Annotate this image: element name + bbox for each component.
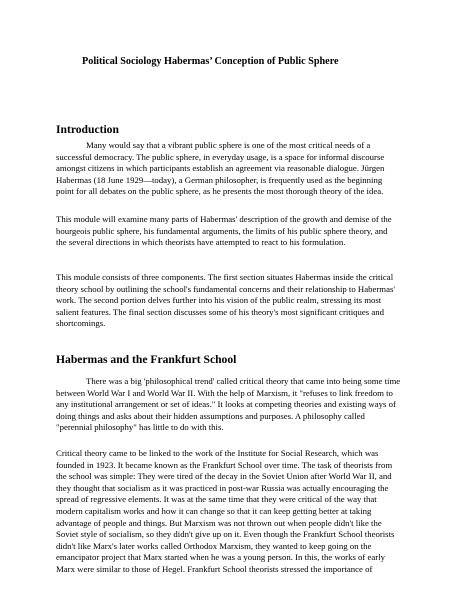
paragraph-line: spread of regressive elements. It was at the same time that they were critical of the way that xyxy=(56,494,377,505)
paragraph-line: Critical theory came to be linked to the work of the Institute for Social Research, which was xyxy=(56,448,379,458)
paragraph-line: point for all debates on the public sphere, as he presents the most thorough theory of the idea. xyxy=(56,186,384,197)
paragraph xyxy=(56,448,424,576)
paragraph-line: the several directions in which theorists have attempted to react to his formulation. xyxy=(56,237,346,248)
paragraph xyxy=(56,214,424,249)
paragraph-line: doing things and asks about their hidden assumptions and purposes. A philosophy called xyxy=(56,410,365,421)
paragraph xyxy=(56,376,424,434)
paragraph-line: successful democracy. The public sphere, in everyday usage, is a space for informal discourse xyxy=(56,151,385,162)
paragraph-line: advantage of people and things. But Marxism was not thrown out when people didn't like the xyxy=(56,517,382,528)
paragraph-line: founded in 1923. It became known as the Frankfurt School over time. The task of theorists from xyxy=(56,459,393,470)
paragraph-line: Marx were similar to those of Hegel. Frankfurt School theorists stressed the importance of xyxy=(56,563,373,574)
document-title: Political Sociology Habermas’ Conception of Public Sphere xyxy=(82,56,339,67)
paragraph-line: theory school by outlining the school's fundamental concerns and their relationship to Habermas' xyxy=(56,283,395,294)
paragraph xyxy=(56,140,424,198)
paragraph-line: bourgeois public sphere, his fundamental arguments, the limits of his public sphere theory, and xyxy=(56,225,388,236)
paragraph-line: amongst citizens in which participants establish an agreement via reasonable dialogue. Jürgen xyxy=(56,163,385,174)
paragraph-line: any institutional arrangement or set of ideas." It looks at competing theories and existing ways of xyxy=(56,399,396,410)
paragraph-line: This module will examine many parts of Habermas' description of the growth and demise of the xyxy=(56,214,392,224)
section-heading-introduction: Introduction xyxy=(56,123,119,136)
paragraph-line: Soviet style of socialism, so they didn't give up on it. Even though the Frankfurt School theorists xyxy=(56,529,395,540)
paragraph-line: emancipator project that Marx started when he was a young person. In this, the works of early xyxy=(56,552,385,563)
paragraph-line: shortcomings. xyxy=(56,318,106,329)
paragraph-line: This module consists of three components. The first section situates Habermas inside the critical xyxy=(56,272,394,282)
paragraph-line: salient features. The final section discusses some of his theory's most significant critiques and xyxy=(56,306,385,317)
paragraph-line: they thought that socialism as it was practiced in post-war Russia was actually encouraging the xyxy=(56,482,389,493)
section-heading-frankfurt-school: Habermas and the Frankfurt School xyxy=(56,353,237,366)
paragraph-line: work. The second portion delves further into his vision of the public realm, stressing its most xyxy=(56,295,382,306)
paragraph-line: There was a big 'philosophical trend' called critical theory that came into being some time xyxy=(86,376,401,386)
paragraph-line: the school was simple: They were tired of the decay in the Soviet Union after World War II, and xyxy=(56,471,392,482)
paragraph-line: modern capitalism works and how it can change so that it can keep getting better at taking xyxy=(56,505,372,516)
paragraph xyxy=(56,272,424,330)
paragraph-line: Many would say that a vibrant public sphere is one of the most critical needs of a xyxy=(86,140,371,150)
paragraph-line: Habermas (18 June 1929—today), a German philosopher, is frequently used as the beginning xyxy=(56,174,383,185)
paragraph-line: "perennial philosophy" has little to do with this. xyxy=(56,422,224,433)
paragraph-line: didn't like Marx's later works called Orthodox Marxism, they wanted to keep going on the xyxy=(56,540,372,551)
paragraph-line: between World War I and World War II. With the help of Marxism, it "refuses to link freedom to xyxy=(56,387,393,398)
